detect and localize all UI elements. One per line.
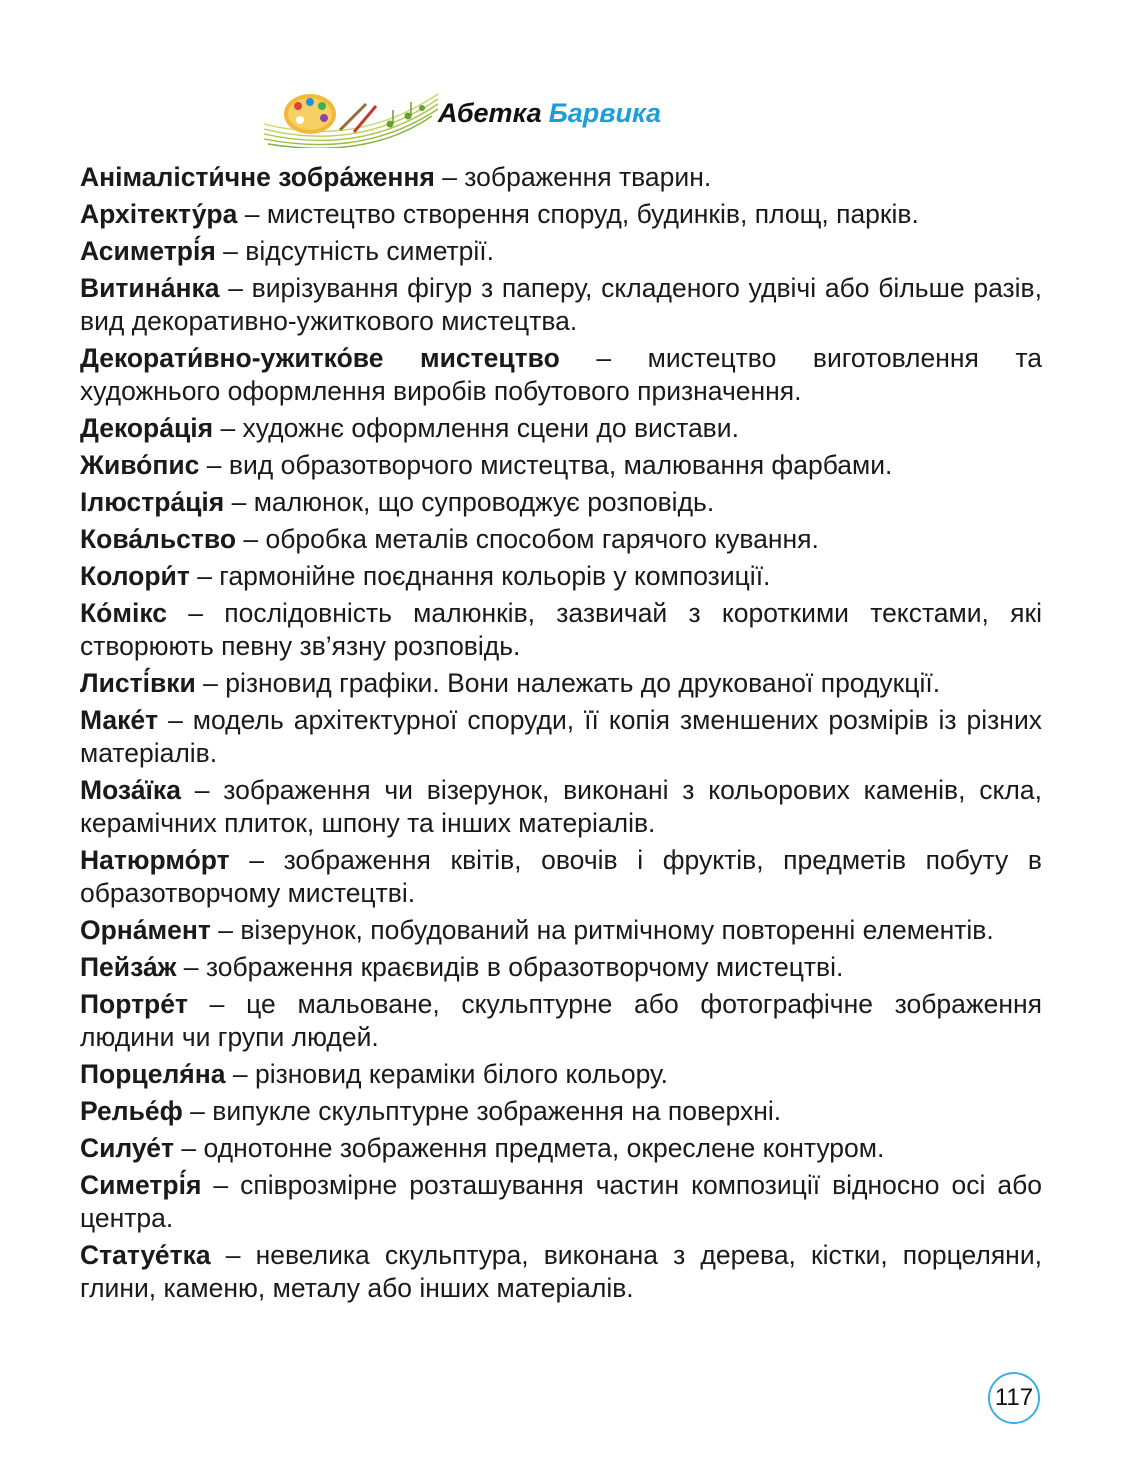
glossary-entry	[80, 1169, 1042, 1235]
header-title-word1: Абетка	[438, 98, 542, 128]
glossary-term: Декорати́вно-ужитко́ве мистецтво	[80, 343, 560, 373]
glossary-term: Листі́вки	[80, 668, 196, 698]
glossary-term: Моза́їка	[80, 775, 181, 805]
glossary-entry	[80, 844, 1042, 910]
glossary-term: Декора́ція	[80, 413, 214, 443]
glossary-term: Порцеля́на	[80, 1059, 226, 1089]
glossary-entry	[80, 1095, 1042, 1128]
glossary-definition: – однотонне зображення предмета, окреслене контуром.	[174, 1133, 885, 1163]
glossary-entry	[80, 597, 1042, 663]
glossary-term: Портре́т	[80, 989, 188, 1019]
glossary-definition: – вирізування фігур з паперу, складеного удвічі або більше разів, вид декоративно-ужиткового мистецтва.	[80, 273, 1042, 336]
glossary-entry	[80, 774, 1042, 840]
glossary-entry	[80, 1058, 1042, 1091]
glossary-definition: – зображення квітів, овочів і фруктів, предметів побуту в образотворчому мистецтві.	[80, 845, 1042, 908]
glossary-term: Орна́мент	[80, 915, 211, 945]
glossary-definition: – обробка металів способом гарячого кування.	[236, 524, 819, 554]
glossary-definition: – співрозмірне розташування частин композиції відносно осі або центра.	[80, 1170, 1042, 1233]
glossary-definition: – невелика скульптура, виконана з дерева, кістки, порцеляни, глини, каменю, металу або інших матеріалів.	[80, 1240, 1042, 1303]
glossary-term: Статуе́тка	[80, 1240, 211, 1270]
glossary-term: Колори́т	[80, 561, 190, 591]
glossary-entry	[80, 988, 1042, 1054]
glossary-definition: – зображення краєвидів в образотворчому мистецтві.	[176, 952, 844, 982]
glossary-entry	[80, 704, 1042, 770]
glossary-definition: – послідовність малюнків, зазвичай з короткими текстами, які створюють певну зв’язну розповідь.	[80, 598, 1042, 661]
glossary-entry	[80, 1132, 1042, 1165]
glossary-definition: – це мальоване, скульптурне або фотографічне зображення людини чи групи людей.	[80, 989, 1042, 1052]
glossary-entry	[80, 1239, 1042, 1305]
palette-music-icon	[262, 84, 442, 148]
glossary-definition: – мистецтво виготовлення та художнього оформлення виробів побутового призначення.	[80, 343, 1043, 406]
glossary-entry	[80, 161, 1042, 194]
glossary-entry	[80, 342, 1042, 408]
glossary-term: Симетрі́я	[80, 1170, 202, 1200]
glossary-term: Витина́нка	[80, 273, 220, 303]
glossary-entry	[80, 560, 1042, 593]
glossary-term: Ко́мікс	[80, 598, 167, 628]
glossary-definition: – мистецтво створення споруд, будинків, площ, парків.	[237, 199, 919, 229]
glossary-definition: – різновид графіки. Вони належать до друкованої продукції.	[195, 668, 941, 698]
header-title	[438, 98, 661, 129]
glossary-definition: – вид образотворчого мистецтва, малювання фарбами.	[199, 450, 893, 480]
glossary-term: Пейза́ж	[80, 952, 177, 982]
glossary-definition: – малюнок, що супроводжує розповідь.	[224, 487, 715, 517]
glossary-entry	[80, 486, 1042, 519]
page-number: 117	[988, 1372, 1040, 1424]
glossary-term: Кова́льство	[80, 524, 237, 554]
page-header	[262, 84, 722, 148]
glossary-entry	[80, 667, 1042, 700]
glossary-term: Архітекту́ра	[80, 199, 238, 229]
glossary-definition: – візерунок, побудований на ритмічному повторенні елементів.	[210, 915, 994, 945]
glossary-definition: – гармонійне поєднання кольорів у композиції.	[189, 561, 771, 591]
glossary-term: Силуе́т	[80, 1133, 175, 1163]
glossary-definition: – художнє оформлення сцени до вистави.	[213, 413, 739, 443]
glossary-term: Живо́пис	[80, 450, 200, 480]
glossary-definition: – зображення тварин.	[434, 162, 712, 192]
glossary-definition: – модель архітектурної споруди, її копія зменшених розмірів із різних матеріалів.	[80, 705, 1042, 768]
glossary-entry	[80, 523, 1042, 556]
glossary-definition: – випукле скульптурне зображення на поверхні.	[182, 1096, 782, 1126]
glossary-term: Анімалісти́чне зобра́ження	[80, 162, 435, 192]
glossary-definition: – зображення чи візерунок, виконані з кольорових каменів, скла, керамічних плиток, шпону та інших матеріалів.	[80, 775, 1042, 838]
glossary-entry	[80, 914, 1042, 947]
glossary-definition: – різновид кераміки білого кольору.	[225, 1059, 668, 1089]
glossary-term: Ілюстра́ція	[80, 487, 225, 517]
glossary-entry	[80, 198, 1042, 231]
glossary-entry	[80, 449, 1042, 482]
header-title-word2: Барвика	[548, 98, 662, 128]
glossary-term: Релье́ф	[80, 1096, 183, 1126]
glossary-entry	[80, 235, 1042, 268]
glossary-term: Маке́т	[80, 705, 159, 735]
glossary-term: Натюрмо́рт	[80, 845, 230, 875]
glossary-term: Асиметрі́я	[80, 236, 216, 266]
glossary-list	[80, 161, 1042, 1309]
glossary-entry	[80, 272, 1042, 338]
glossary-definition: – відсутність симетрії.	[215, 236, 495, 266]
glossary-entry	[80, 951, 1042, 984]
glossary-entry	[80, 412, 1042, 445]
